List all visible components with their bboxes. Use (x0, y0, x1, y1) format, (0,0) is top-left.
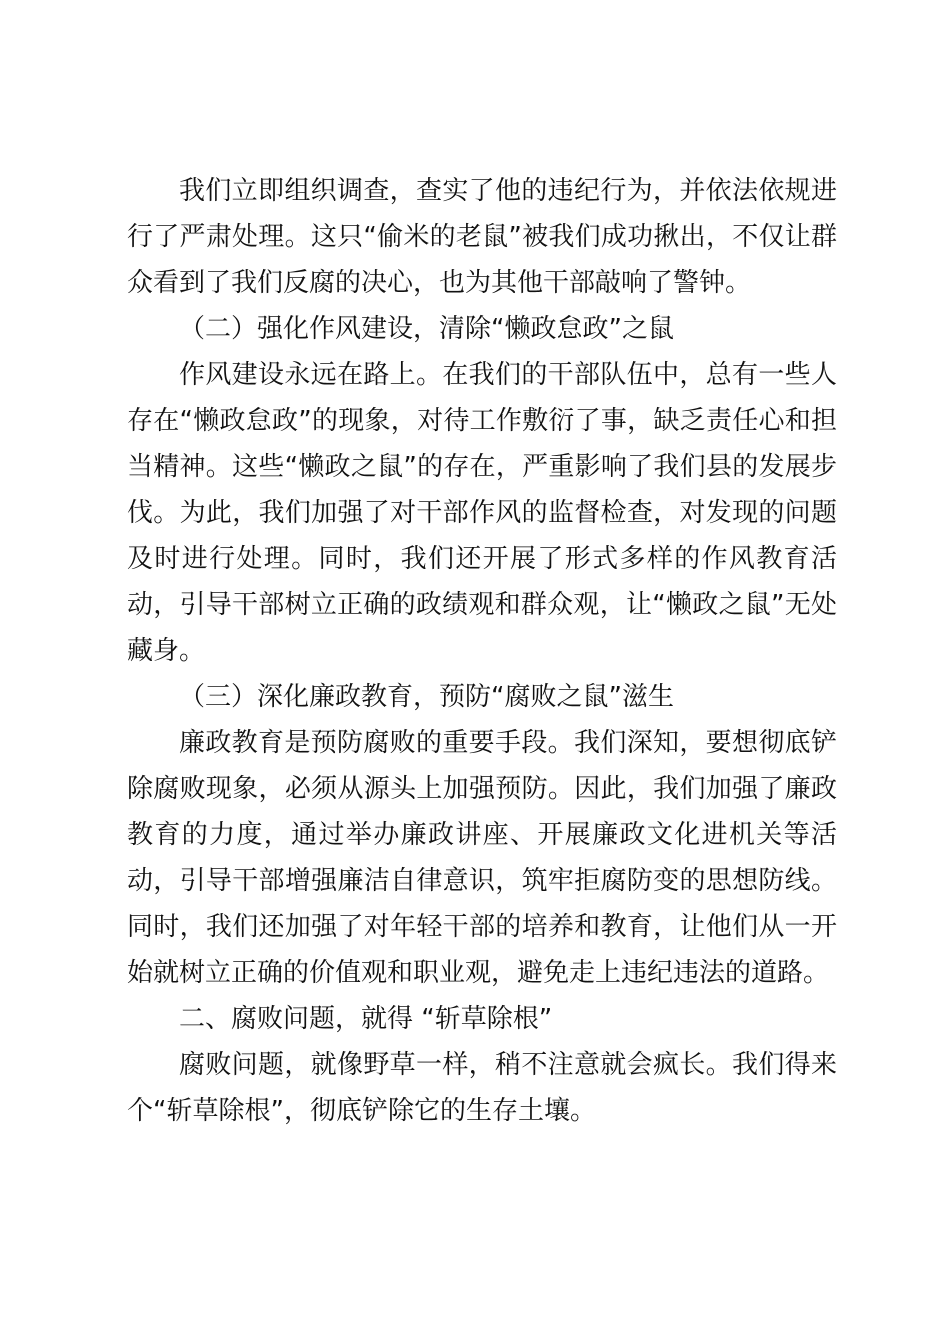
paragraph-integrity-education: 廉政教育是预防腐败的重要手段。我们深知，要想彻底铲除腐败现象，必须从源头上加强预防。因此，我们加强了廉政教育的力度，通过举办廉政讲座、开展廉政文化进机关等活动，引导干部增强廉洁自律意识，筑牢拒腐防变的思想防线。同时，我们还加强了对年轻干部的培养和教育，让他们从一开始就树立正确的价值观和职业观，避免走上违纪违法的道路。 (127, 728, 837, 988)
paragraph-root-out: 腐败问题，就像野草一样，稍不注意就会疯长。我们得来个“斩草除根”，彻底铲除它的生存土壤。 (127, 1050, 837, 1126)
section-heading-3: （三）深化廉政教育，预防“腐败之鼠”滋生 (179, 682, 674, 712)
section-heading-2: （二）强化作风建设，清除“懒政怠政”之鼠 (179, 314, 674, 344)
document-body (127, 168, 837, 1134)
paragraph-work-style: 作风建设永远在路上。在我们的干部队伍中，总有一些人存在“懒政怠政”的现象，对待工作敷衍了事，缺乏责任心和担当精神。这些“懒政之鼠”的存在，严重影响了我们县的发展步伐。为此，我们加强了对干部作风的监督检查，对发现的问题及时进行处理。同时，我们还开展了形式多样的作风教育活动，引导干部树立正确的政绩观和群众观，让“懒政之鼠”无处藏身。 (127, 360, 837, 666)
paragraph-investigation: 我们立即组织调查，查实了他的违纪行为，并依法依规进行了严肃处理。这只“偷米的老鼠”被我们成功揪出，不仅让群众看到了我们反腐的决心，也为其他干部敲响了警钟。 (127, 176, 837, 298)
chapter-heading-2: 二、腐败问题，就得 “斩草除根” (179, 1004, 553, 1034)
